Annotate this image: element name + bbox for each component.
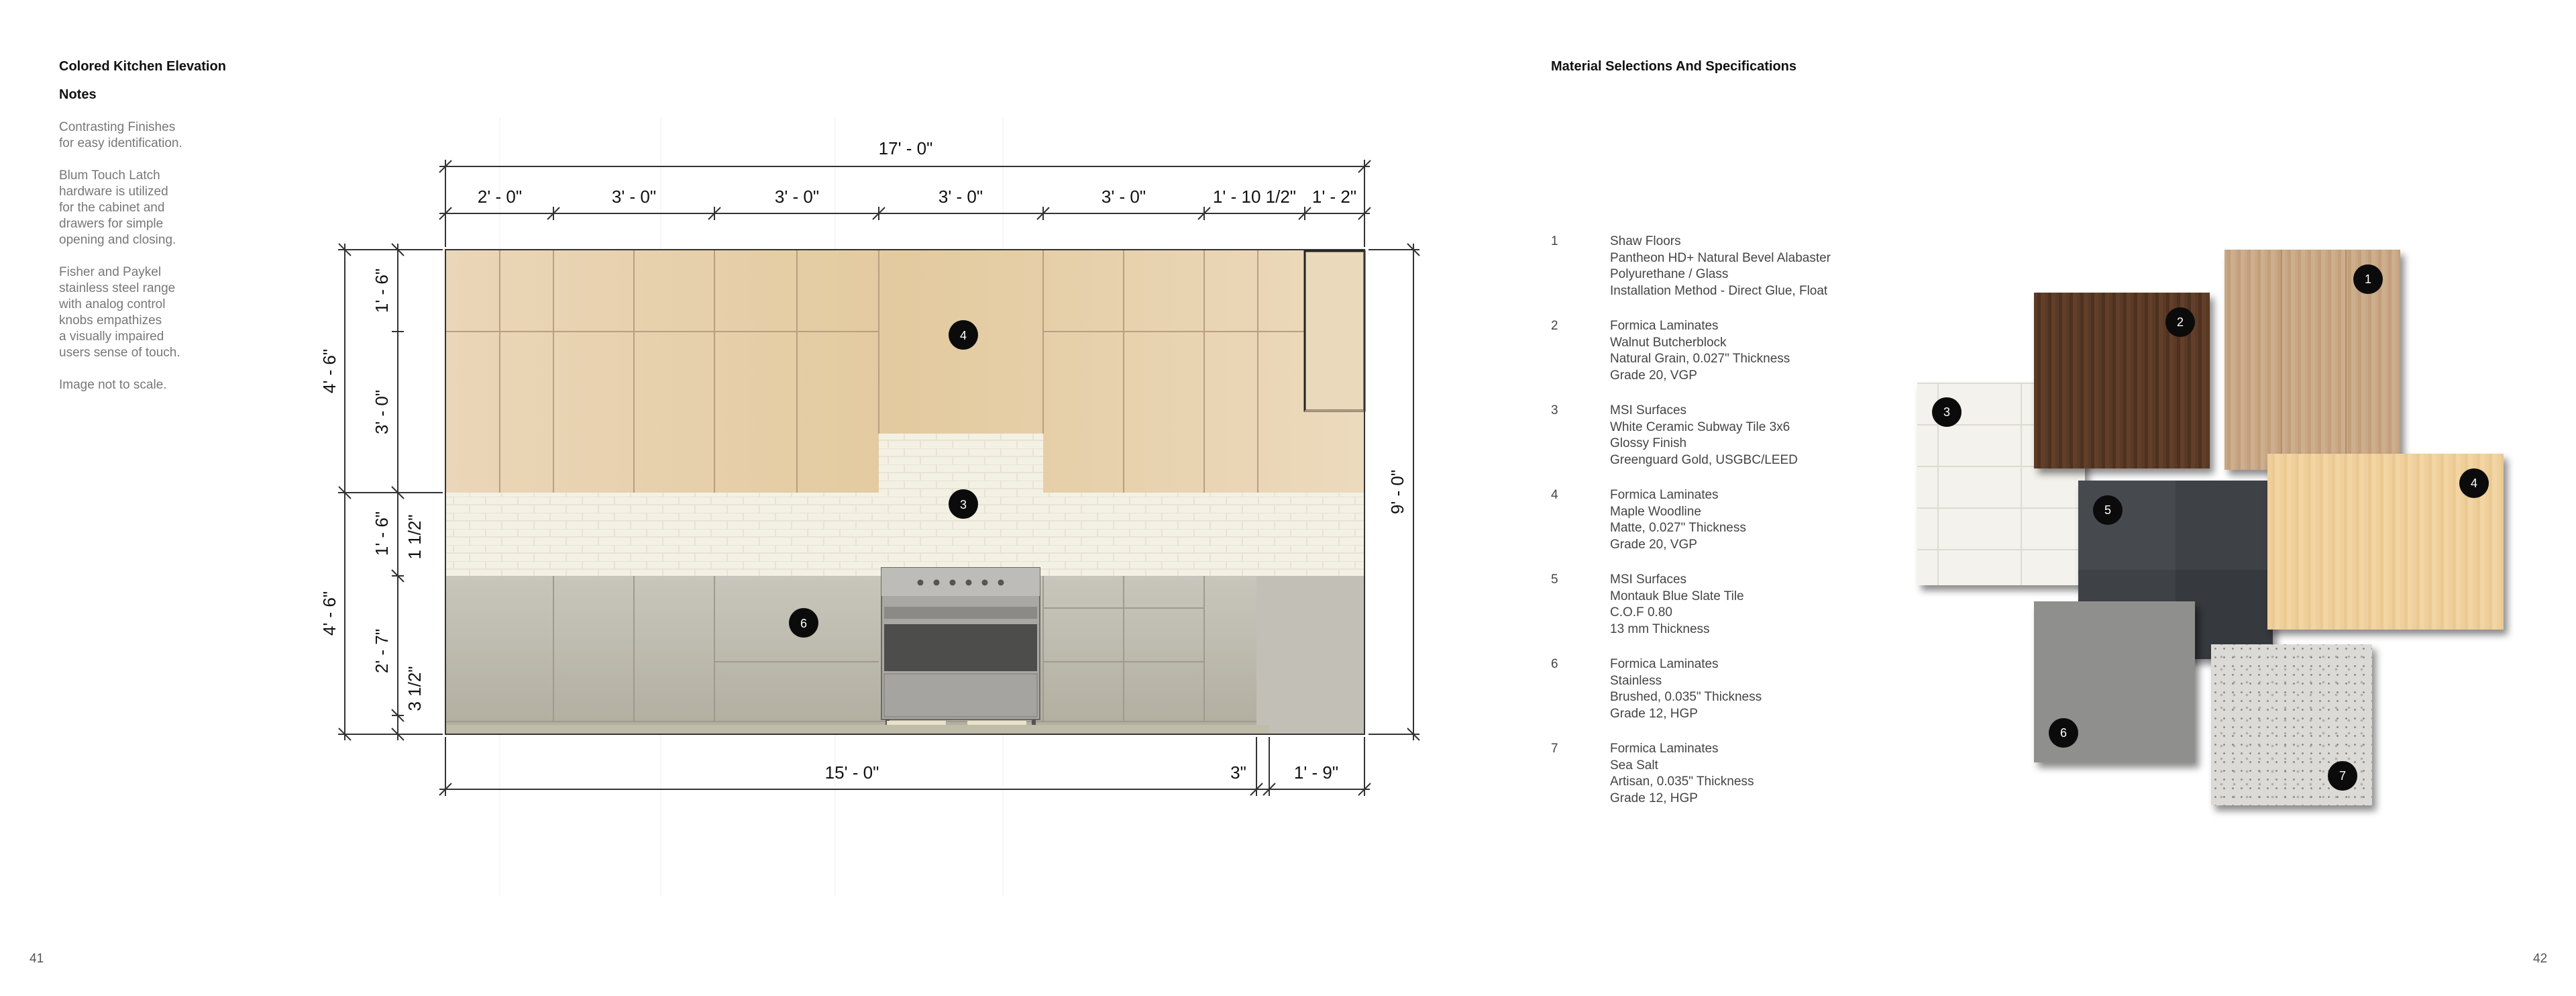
swatch-stainless [2034, 601, 2195, 762]
swatch-tag: 3 [1932, 397, 1962, 427]
material-tag-3 [949, 489, 978, 519]
dim-bottom-segment: 3" [1230, 762, 1246, 783]
dim-top-segment: 3' - 0" [611, 187, 657, 207]
swatch-tag: 1 [2353, 264, 2383, 294]
swatch-sea-salt-speckle [2211, 644, 2372, 805]
backsplash-tile [445, 493, 1364, 576]
swatch-tag: 5 [2093, 495, 2123, 525]
toe-kick [445, 725, 1269, 734]
dim-top-segment: 3' - 0" [938, 187, 983, 207]
spec-line: Shaw Floors [1610, 234, 1681, 248]
spec-number: 4 [1551, 488, 1558, 502]
spec-line: Sea Salt [1610, 758, 1658, 773]
spec-number: 6 [1551, 657, 1558, 671]
spec-line: Formica Laminates [1610, 657, 1719, 671]
spec-line: Greenguard Gold, USGBC/LEED [1610, 452, 1798, 467]
spec-line: Artisan, 0.035" Thickness [1610, 775, 1754, 789]
dim-left-inner: 1' - 6" [372, 511, 392, 556]
spec-line: Grade 12, HGP [1610, 791, 1698, 805]
material-tag-6 [789, 608, 818, 638]
dim-left-outer: 4' - 6" [319, 591, 339, 636]
spec-line: White Ceramic Subway Tile 3x6 [1610, 419, 1790, 434]
spec-number: 1 [1551, 234, 1558, 248]
dim-top-segment: 1' - 2" [1311, 187, 1357, 207]
svg-text:6: 6 [800, 617, 808, 630]
page-number: 41 [30, 952, 44, 966]
dim-left-inner: 2' - 7" [372, 628, 392, 674]
material-tag-4 [949, 320, 978, 350]
spec-line: Stainless [1610, 673, 1662, 688]
page-title: Colored Kitchen Elevation [59, 59, 226, 74]
spec-line: Walnut Butcherblock [1610, 335, 1727, 350]
dim-top-segment: 2' - 0" [477, 187, 523, 207]
dim-top-segment: 3' - 0" [774, 187, 820, 207]
spec-number: 7 [1551, 742, 1558, 756]
svg-text:4: 4 [959, 329, 967, 342]
spec-line: Grade 20, VGP [1610, 368, 1697, 383]
swatch-tag: 2 [2165, 307, 2195, 337]
spec-line: Grade 20, VGP [1610, 537, 1697, 552]
dim-left-inner: 1' - 6" [372, 268, 392, 313]
dim-left-inner: 1 1/2" [405, 514, 425, 560]
spec-line: C.O.F 0.80 [1610, 605, 1672, 619]
dim-top-segment: 1' - 10 1/2" [1212, 187, 1297, 207]
swatch-walnut [2034, 293, 2210, 468]
page-title: Material Selections And Specifications [1551, 59, 1797, 74]
swatch-tag: 4 [2459, 468, 2489, 498]
spec-line: MSI Surfaces [1610, 572, 1687, 587]
dim-top-segment: 3' - 0" [1101, 187, 1146, 207]
spec-line: Maple Woodline [1610, 504, 1701, 519]
spec-number: 2 [1551, 319, 1558, 333]
spec-line: Polyurethane / Glass [1610, 267, 1729, 281]
spec-line: Formica Laminates [1610, 319, 1719, 333]
spec-line: Montauk Blue Slate Tile [1610, 589, 1744, 603]
spec-line: MSI Surfaces [1610, 403, 1687, 417]
spec-line: Pantheon HD+ Natural Bevel Alabaster [1610, 250, 1831, 265]
dim-bottom-segment: 15' - 0" [824, 762, 879, 783]
dim-left-inner: 3 1/2" [405, 666, 425, 711]
spec-line: Brushed, 0.035" Thickness [1610, 690, 1762, 704]
dim-left-inner: 3' - 0" [372, 389, 392, 435]
note-item: Contrasting Finishes for easy identification. [59, 120, 182, 150]
dim-overall-width: 17' - 0" [878, 138, 933, 158]
spec-line: Natural Grain, 0.027" Thickness [1610, 352, 1790, 366]
right-page [1288, 0, 2576, 996]
swatch-tag: 6 [2049, 718, 2078, 748]
spec-line: Glossy Finish [1610, 436, 1687, 450]
spec-line: Formica Laminates [1610, 742, 1719, 756]
note-item: Blum Touch Latch hardware is utilized for the cabinet and drawers for simple opening and closing. [59, 168, 176, 247]
spec-line: Formica Laminates [1610, 488, 1719, 502]
page-number: 42 [2533, 952, 2548, 966]
swatch-tag: 7 [2328, 761, 2357, 791]
dim-overall-height: 9' - 0" [1387, 469, 1407, 515]
spec-number: 3 [1551, 403, 1558, 417]
note-item: Image not to scale. [59, 378, 167, 392]
svg-text:3: 3 [959, 498, 967, 511]
dim-bottom-segment: 1' - 9" [1293, 762, 1339, 783]
stainless-range [881, 568, 1040, 734]
swatch-maple [2267, 454, 2504, 630]
dim-left-outer: 4' - 6" [319, 348, 339, 394]
spec-line: Grade 12, HGP [1610, 706, 1698, 721]
spec-number: 5 [1551, 572, 1558, 587]
spec-line: Matte, 0.027" Thickness [1610, 521, 1746, 535]
material-swatch-board [1288, 0, 2576, 996]
note-item: Fisher and Paykel stainless steel range with analog control knobs empathizes a visually impaired users sense of touch. [59, 265, 180, 360]
swatch-light-oak-plank [2224, 250, 2400, 470]
notes-heading: Notes [59, 87, 97, 102]
spec-line: 13 mm Thickness [1610, 621, 1710, 636]
spec-line: Installation Method - Direct Glue, Float [1610, 283, 1828, 298]
